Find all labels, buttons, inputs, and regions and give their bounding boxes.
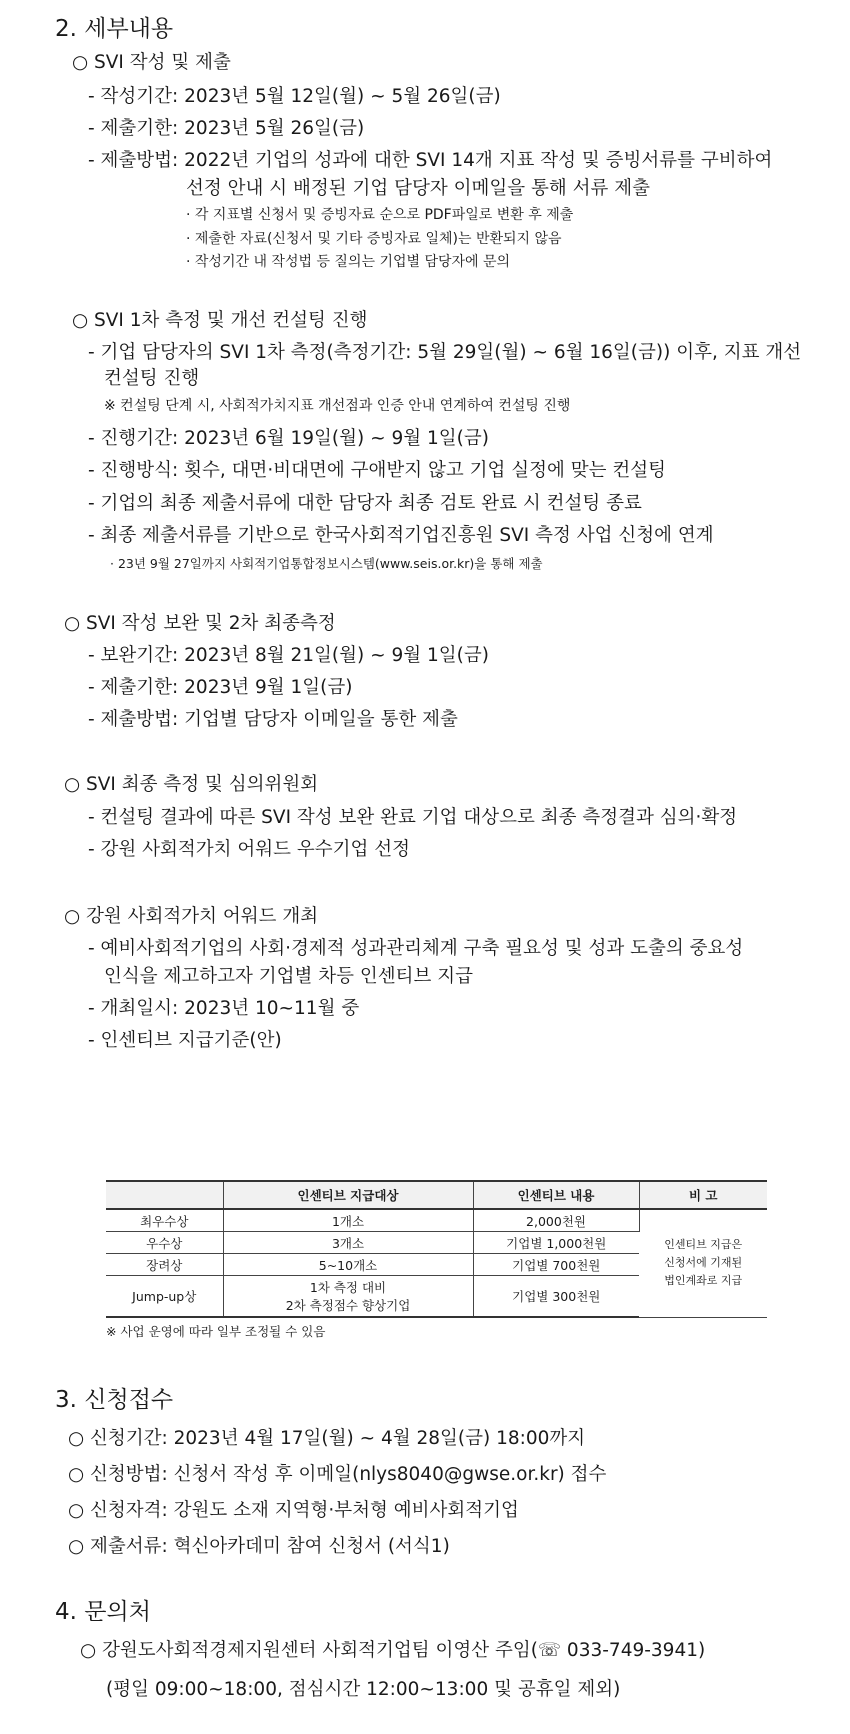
- svi-second-method: - 제출방법: 기업별 담당자 이메일을 통한 제출: [88, 709, 458, 730]
- award-target: 1개소: [223, 1209, 473, 1232]
- svi-first-note: ※ 컨설팅 단계 시, 사회적가치지표 개선점과 인증 안내 연계하여 컨설팅 진행: [104, 398, 571, 414]
- section-4-heading: 4. 문의처: [55, 1599, 151, 1625]
- award-item-cont: 인식을 제고하고자 기업별 차등 인센티브 지급: [104, 966, 473, 987]
- award-item: - 예비사회적기업의 사회·경제적 성과관리체계 구축 필요성 및 성과 도출의 중요성: [88, 938, 744, 959]
- award-date: - 개최일시: 2023년 10~11월 중: [88, 998, 360, 1019]
- section-3-heading: 3. 신청접수: [55, 1387, 174, 1413]
- svi-first-item-cont: 컨설팅 진행: [104, 368, 200, 389]
- table-row: [106, 1209, 767, 1232]
- table-header: 인센티브 지급대상: [223, 1181, 473, 1209]
- svi-first-link-note: · 23년 9월 27일까지 사회적기업통합정보시스템(www.seis.or.kr)을 통해 제출: [110, 556, 543, 571]
- svi-first-period: - 진행기간: 2023년 6월 19일(월) ~ 9월 1일(금): [88, 428, 489, 449]
- svi-write-note: · 제출한 자료(신청서 및 기타 증빙자료 일체)는 반환되지 않음: [186, 231, 562, 247]
- award-target-line: 2차 측정점수 향상기업: [285, 1298, 411, 1313]
- incentive-table: [106, 1180, 767, 1318]
- award-name: Jump-up상: [106, 1276, 223, 1318]
- award-target-line: 1차 측정 대비: [309, 1280, 387, 1295]
- apply-method: ○ 신청방법: 신청서 작성 후 이메일(nlys8040@gwse.or.kr) 접수: [68, 1464, 607, 1485]
- svi-final-item: - 강원 사회적가치 어워드 우수기업 선정: [88, 839, 411, 860]
- svi-write-note: · 작성기간 내 작성법 등 질의는 기업별 담당자에 문의: [186, 254, 511, 270]
- award-name: 최우수상: [106, 1209, 223, 1232]
- svi-write-period: - 작성기간: 2023년 5월 12일(월) ~ 5월 26일(금): [88, 86, 501, 107]
- apply-period: ○ 신청기간: 2023년 4월 17일(월) ~ 4월 28일(금) 18:00까지: [68, 1428, 586, 1449]
- award-content: 기업별 700천원: [473, 1254, 639, 1276]
- table-header: 인센티브 내용: [473, 1181, 639, 1209]
- award-content: 2,000천원: [473, 1209, 639, 1232]
- award-remark: [639, 1209, 767, 1317]
- contact-hours: (평일 09:00~18:00, 점심시간 12:00~13:00 및 공휴일 제외): [106, 1679, 621, 1700]
- svi-write-title: ○ SVI 작성 및 제출: [72, 52, 231, 73]
- svi-second-title: ○ SVI 작성 보완 및 2차 최종측정: [64, 613, 336, 634]
- award-criteria: - 인센티브 지급기준(안): [88, 1030, 282, 1051]
- section-2-heading: 2. 세부내용: [55, 16, 174, 42]
- apply-eligibility: ○ 신청자격: 강원도 소재 지역형·부처형 예비사회적기업: [68, 1500, 519, 1521]
- table-header-row: [106, 1181, 767, 1209]
- award-target: 3개소: [223, 1232, 473, 1254]
- svi-second-period: - 보완기간: 2023년 8월 21일(월) ~ 9월 1일(금): [88, 645, 489, 666]
- svi-first-method: - 진행방식: 횟수, 대면·비대면에 구애받지 않고 기업 실정에 맞는 컨설팅: [88, 460, 666, 481]
- award-target: 5~10개소: [223, 1254, 473, 1276]
- award-remark-line: 인센티브 지급은: [664, 1238, 743, 1252]
- table-header: 비 고: [639, 1181, 767, 1209]
- award-remark-line: 법인계좌로 지급: [664, 1274, 743, 1288]
- svi-first-item: - 기업 담당자의 SVI 1차 측정(측정기간: 5월 29일(월) ~ 6월 16일(금)) 이후, 지표 개선: [88, 342, 802, 363]
- contact-info: ○ 강원도사회적경제지원센터 사회적기업팀 이영산 주임(☏ 033-749-3941): [80, 1640, 706, 1661]
- svi-second-deadline: - 제출기한: 2023년 9월 1일(금): [88, 677, 353, 698]
- svi-first-link: - 최종 제출서류를 기반으로 한국사회적기업진흥원 SVI 측정 사업 신청에 연계: [88, 525, 714, 546]
- svi-first-title: ○ SVI 1차 측정 및 개선 컨설팅 진행: [72, 310, 368, 331]
- award-remark-line: 신청서에 기재된: [664, 1256, 743, 1270]
- award-title: ○ 강원 사회적가치 어워드 개최: [64, 906, 319, 927]
- award-name: 우수상: [106, 1232, 223, 1254]
- table-header: [106, 1181, 223, 1209]
- svi-first-end: - 기업의 최종 제출서류에 대한 담당자 최종 검토 완료 시 컨설팅 종료: [88, 493, 642, 514]
- svi-write-method: - 제출방법: 2022년 기업의 성과에 대한 SVI 14개 지표 작성 및 증빙서류를 구비하여: [88, 150, 773, 171]
- svi-write-deadline: - 제출기한: 2023년 5월 26일(금): [88, 118, 365, 139]
- award-content: 기업별 300천원: [473, 1276, 639, 1318]
- award-content: 기업별 1,000천원: [473, 1232, 639, 1254]
- award-target: [223, 1276, 473, 1318]
- svi-write-method-cont: 선정 안내 시 배정된 기업 담당자 이메일을 통해 서류 제출: [186, 178, 650, 199]
- svi-final-item: - 컨설팅 결과에 따른 SVI 작성 보완 완료 기업 대상으로 최종 측정결과 심의·확정: [88, 807, 738, 828]
- table-footnote: ※ 사업 운영에 따라 일부 조정될 수 있음: [106, 1324, 326, 1339]
- svi-write-note: · 각 지표별 신청서 및 증빙자료 순으로 PDF파일로 변환 후 제출: [186, 207, 574, 223]
- award-name: 장려상: [106, 1254, 223, 1276]
- apply-documents: ○ 제출서류: 혁신아카데미 참여 신청서 (서식1): [68, 1536, 450, 1557]
- svi-final-title: ○ SVI 최종 측정 및 심의위원회: [64, 774, 319, 795]
